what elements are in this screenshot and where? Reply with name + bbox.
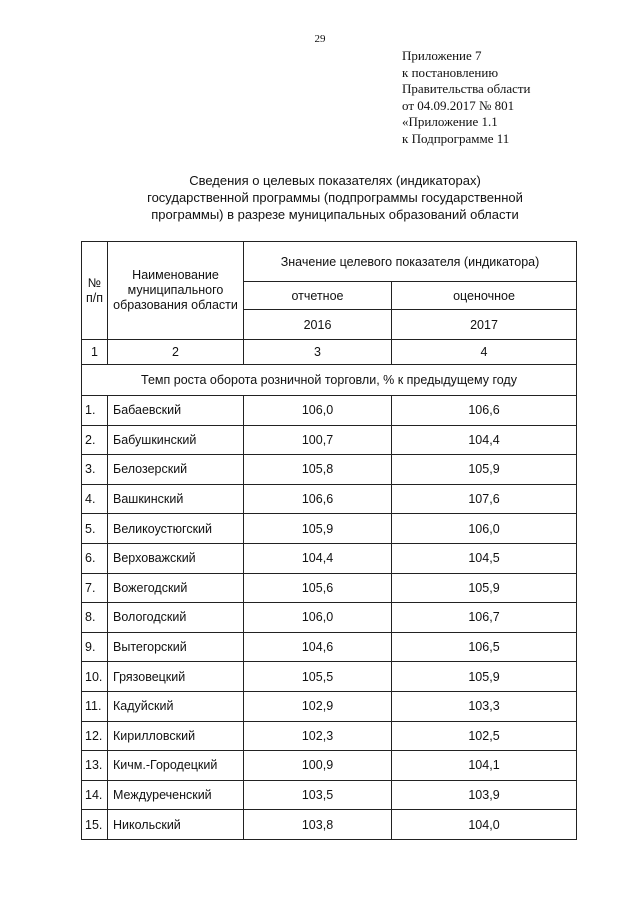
reported-value: 102,9: [244, 691, 392, 721]
row-number: 9.: [82, 632, 108, 662]
annex-line: Правительства области: [402, 81, 531, 96]
header-value-cell: Значение целевого показателя (индикатора): [244, 242, 577, 282]
table-row: [82, 396, 577, 426]
estimated-value: 104,4: [392, 425, 577, 455]
header-estimated-cell: оценочное: [392, 282, 577, 310]
reported-value: 100,7: [244, 425, 392, 455]
table-row: [82, 632, 577, 662]
indicator-table: [81, 241, 577, 840]
row-number: 7.: [82, 573, 108, 603]
title-line: государственной программы (подпрограммы государственной: [147, 190, 523, 205]
estimated-value: 106,7: [392, 603, 577, 633]
row-number: 10.: [82, 662, 108, 692]
table-row: [82, 810, 577, 840]
estimated-value: 102,5: [392, 721, 577, 751]
municipality-name: Кирилловский: [108, 721, 244, 751]
table-row: [82, 603, 577, 633]
municipality-name: Кадуйский: [108, 691, 244, 721]
municipality-name: Верховажский: [108, 543, 244, 573]
row-number: 13.: [82, 751, 108, 781]
column-number: 4: [392, 340, 577, 365]
annex-line: «Приложение 1.1: [402, 114, 498, 129]
table-row: [82, 751, 577, 781]
table-row: [82, 721, 577, 751]
column-number: 3: [244, 340, 392, 365]
header-reported-cell: отчетное: [244, 282, 392, 310]
indicator-table-wrapper: [81, 241, 576, 840]
reported-value: 104,4: [244, 543, 392, 573]
annex-line: к постановлению: [402, 64, 499, 80]
header-name-cell: Наименование муниципального образования области: [108, 242, 244, 340]
municipality-name: Вашкинский: [108, 484, 244, 514]
table-row: [82, 573, 577, 603]
reported-value: 105,9: [244, 514, 392, 544]
municipality-name: Вологодский: [108, 603, 244, 633]
table-row: [82, 780, 577, 810]
municipality-name: Никольский: [108, 810, 244, 840]
column-number-row: [82, 340, 577, 365]
annex-line: от 04.09.2017 № 801: [402, 97, 515, 113]
table-row: [82, 455, 577, 485]
header-reported-year: 2016: [244, 310, 392, 340]
estimated-value: 105,9: [392, 573, 577, 603]
table-row: [82, 514, 577, 544]
row-number: 2.: [82, 425, 108, 455]
municipality-name: Кичм.-Городецкий: [108, 751, 244, 781]
reported-value: 105,6: [244, 573, 392, 603]
municipality-name: Белозерский: [108, 455, 244, 485]
estimated-value: 103,3: [392, 691, 577, 721]
municipality-name: Бабаевский: [108, 396, 244, 426]
municipality-name: Грязовецкий: [108, 662, 244, 692]
column-number: 1: [82, 340, 108, 365]
municipality-name: Великоустюгский: [108, 514, 244, 544]
row-number: 11.: [82, 691, 108, 721]
row-number: 8.: [82, 603, 108, 633]
municipality-name: Вожегодский: [108, 573, 244, 603]
title-line: Сведения о целевых показателях (индикаторах): [189, 173, 481, 188]
reported-value: 106,6: [244, 484, 392, 514]
estimated-value: 105,9: [392, 662, 577, 692]
municipality-name: Вытегорский: [108, 632, 244, 662]
estimated-value: 106,5: [392, 632, 577, 662]
reported-value: 106,0: [244, 603, 392, 633]
reported-value: 102,3: [244, 721, 392, 751]
estimated-value: 107,6: [392, 484, 577, 514]
table-row: [82, 543, 577, 573]
table-row: [82, 425, 577, 455]
reported-value: 105,5: [244, 662, 392, 692]
title-line: программы) в разрезе муниципальных образований области: [151, 207, 519, 222]
column-number: 2: [108, 340, 244, 365]
row-number: 12.: [82, 721, 108, 751]
reported-value: 104,6: [244, 632, 392, 662]
estimated-value: 104,0: [392, 810, 577, 840]
municipality-name: Междуреченский: [108, 780, 244, 810]
table-row: [82, 662, 577, 692]
row-number: 3.: [82, 455, 108, 485]
document-title: [100, 172, 570, 223]
row-number: 5.: [82, 514, 108, 544]
municipality-name: Бабушкинский: [108, 425, 244, 455]
estimated-value: 106,6: [392, 396, 577, 426]
annex-line: к Подпрограмме 11: [402, 130, 510, 146]
reported-value: 100,9: [244, 751, 392, 781]
reported-value: 105,8: [244, 455, 392, 485]
reported-value: 106,0: [244, 396, 392, 426]
annex-line: Приложение 7: [402, 48, 482, 63]
indicator-row: [82, 365, 577, 396]
estimated-value: 103,9: [392, 780, 577, 810]
estimated-value: 104,5: [392, 543, 577, 573]
header-estimated-year: 2017: [392, 310, 577, 340]
table-row: [82, 484, 577, 514]
header-row: [82, 242, 577, 282]
row-number: 14.: [82, 780, 108, 810]
estimated-value: 105,9: [392, 455, 577, 485]
row-number: 4.: [82, 484, 108, 514]
estimated-value: 104,1: [392, 751, 577, 781]
reported-value: 103,5: [244, 780, 392, 810]
annex-block: [402, 48, 632, 147]
header-num-cell: № п/п: [82, 242, 108, 340]
estimated-value: 106,0: [392, 514, 577, 544]
reported-value: 103,8: [244, 810, 392, 840]
row-number: 15.: [82, 810, 108, 840]
row-number: 1.: [82, 396, 108, 426]
table-row: [82, 691, 577, 721]
page-number: 29: [314, 33, 326, 45]
indicator-name: Темп роста оборота розничной торговли, % к предыдущему году: [82, 365, 577, 396]
row-number: 6.: [82, 543, 108, 573]
